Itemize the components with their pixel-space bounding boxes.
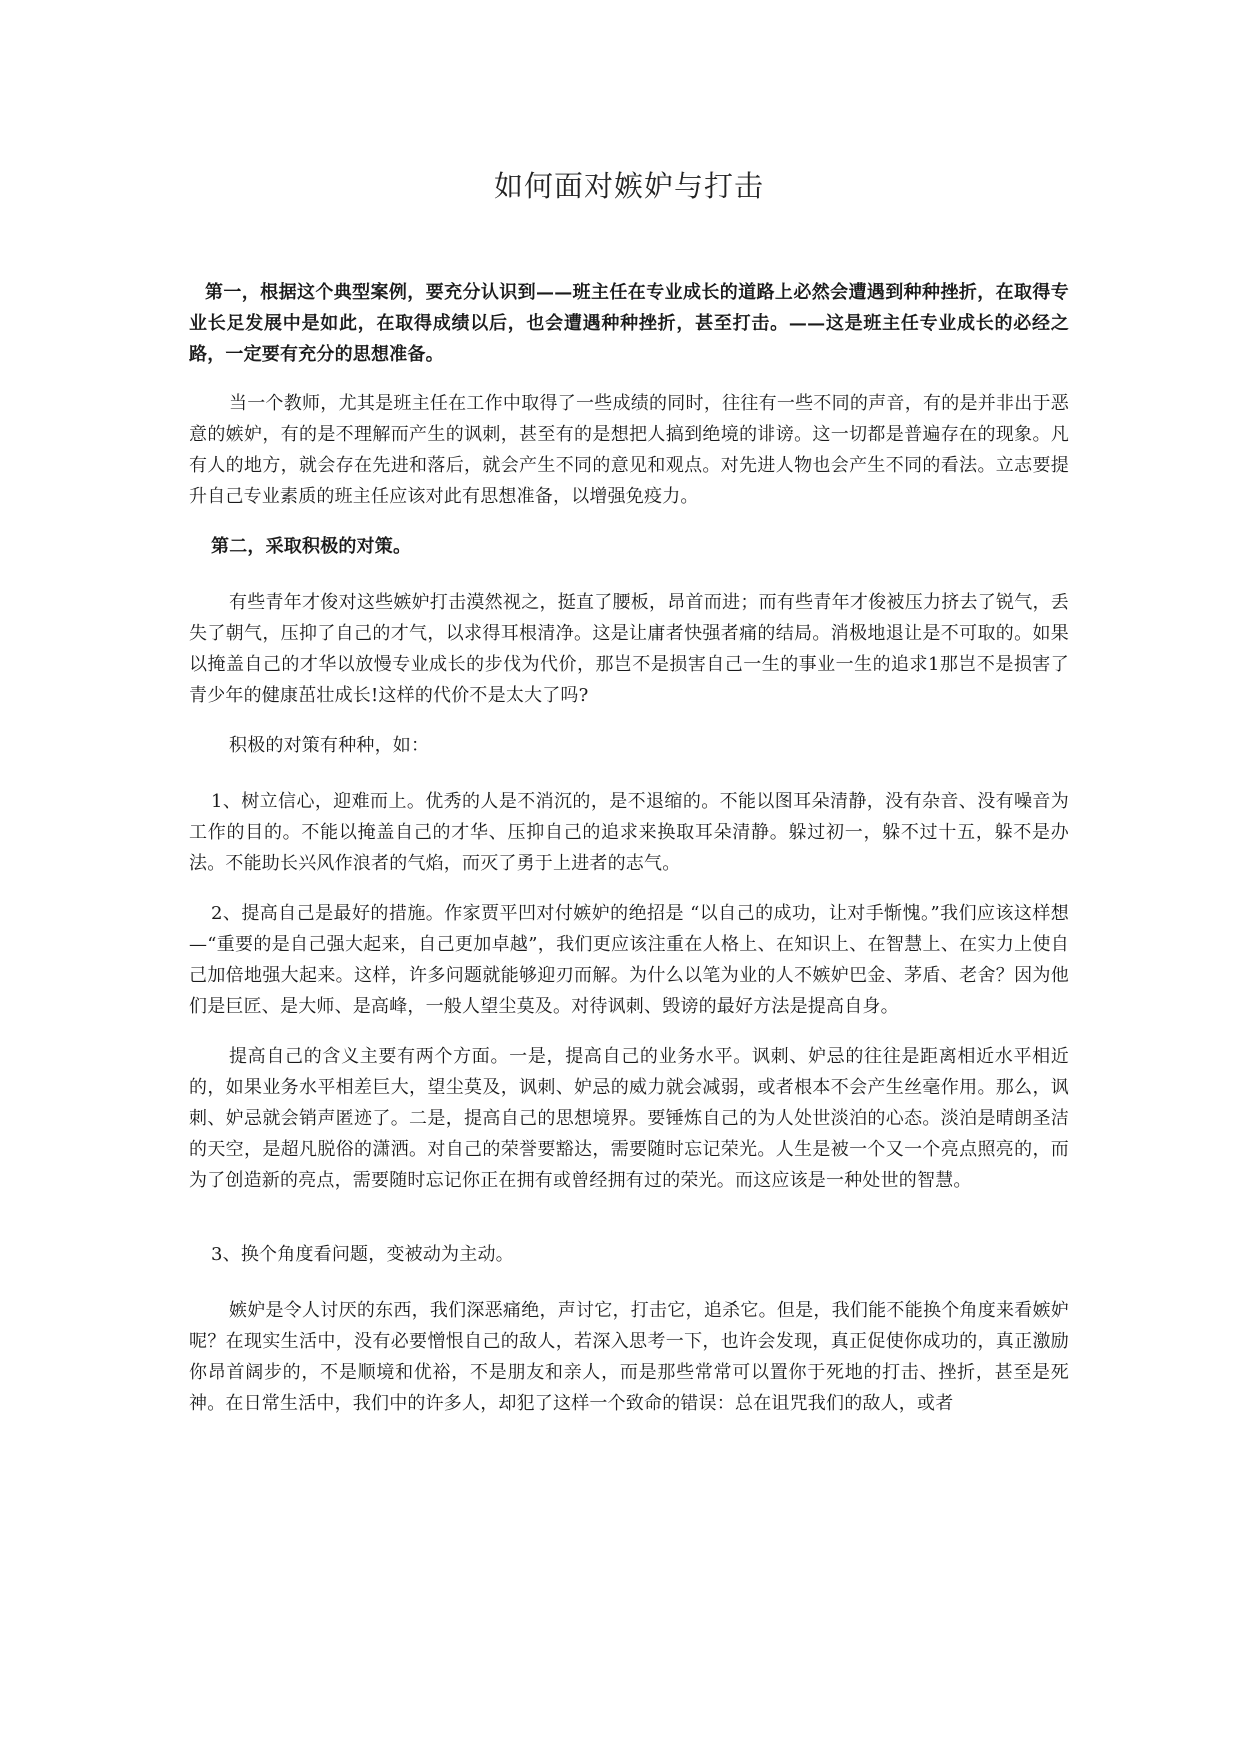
paragraph-body-1: 当一个教师，尤其是班主任在工作中取得了一些成绩的同时，往往有一些不同的声音，有的是并非出于恶意的嫉妒，有的是不理解而产生的讽刺，甚至有的是想把人搞到绝境的诽谤。这一切都是普遍存在的现象。凡有人的地方，就会存在先进和落后，就会产生不同的意见和观点。对先进人物也会产生不同的看法。立志要提升自己专业素质的班主任应该对此有思想准备，以增强免疫力。: [189, 393, 1069, 507]
list-item-2: 2、提高自己是最好的措施。作家贾平凹对付嫉妒的绝招是 “以自己的成功，让对手惭愧。”我们应该这样想—“重要的是自己强大起来，自己更加卓越”，我们更应该注重在人格上、在知识上、在智慧上、在实力上使自己加倍地强大起来。这样，许多问题就能够迎刃而解。为什么以笔为业的人不嫉妒巴金、茅盾、老舍？因为他们是巨匠、是大师、是高峰，一般人望尘莫及。对待讽刺、毁谤的最好方法是提高自身。: [189, 903, 1069, 1017]
list-item-1: 1、树立信心，迎难而上。优秀的人是不消沉的，是不退缩的。不能以图耳朵清静，没有杂音、没有噪音为工作的目的。不能以掩盖自己的才华、压抑自己的追求来换取耳朵清静。躲过初一，躲不过十五，躲不是办法。不能助长兴风作浪者的气焰，而灭了勇于上进者的志气。: [189, 791, 1069, 874]
paragraph-body-5: 嫉妒是令人讨厌的东西，我们深恶痛绝，声讨它，打击它，追杀它。但是，我们能不能换个角度来看嫉妒呢？在现实生活中，没有必要憎恨自己的敌人，若深入思考一下，也许会发现，真正促使你成功的，真正激励你昂首阔步的，不是顺境和优裕，不是朋友和亲人，而是那些常常可以置你于死地的打击、挫折，甚至是死神。在日常生活中，我们中的许多人，却犯了这样一个致命的错误：总在诅咒我们的敌人，或者: [189, 1300, 1069, 1414]
paragraph-section-one-heading: 第一，根据这个典型案例，要充分认识到——班主任在专业成长的道路上必然会遭遇到种种挫折，在取得专业长足发展中是如此，在取得成绩以后，也会遭遇种种挫折，甚至打击。——这是班主任专业成长的必经之路，一定要有充分的思想准备。: [189, 282, 1069, 365]
paragraph-body-2: 有些青年才俊对这些嫉妒打击漠然视之，挺直了腰板，昂首而进；而有些青年才俊被压力挤去了锐气，丢失了朝气，压抑了自己的才气，以求得耳根清净。这是让庸者快强者痛的结局。消极地退让是不可取的。如果以掩盖自己的才华以放慢专业成长的步伐为代价，那岂不是损害自己一生的事业一生的追求1那岂不是损害了青少年的健康茁壮成长!这样的代价不是太大了吗?: [189, 592, 1069, 706]
paragraph-body-3: 积极的对策有种种，如：: [229, 735, 430, 756]
document-title: 如何面对嫉妒与打击: [493, 169, 764, 203]
list-item-3: 3、换个角度看问题，变被动为主动。: [211, 1244, 514, 1265]
paragraph-body-4: 提高自己的含义主要有两个方面。一是，提高自己的业务水平。讽刺、妒忌的往往是距离相近水平相近的，如果业务水平相差巨大，望尘莫及，讽刺、妒忌的威力就会减弱，或者根本不会产生丝毫作用。那么，讽刺、妒忌就会销声匿迹了。二是，提高自己的思想境界。要锤炼自己的为人处世淡泊的心态。淡泊是晴朗圣洁的天空，是超凡脱俗的潇洒。对自己的荣誉要豁达，需要随时忘记荣光。人生是被一个又一个亮点照亮的，而为了创造新的亮点，需要随时忘记你正在拥有或曾经拥有过的荣光。而这应该是一种处世的智慧。: [189, 1046, 1069, 1191]
paragraph-section-two-heading: 第二，采取积极的对策。: [211, 536, 412, 557]
